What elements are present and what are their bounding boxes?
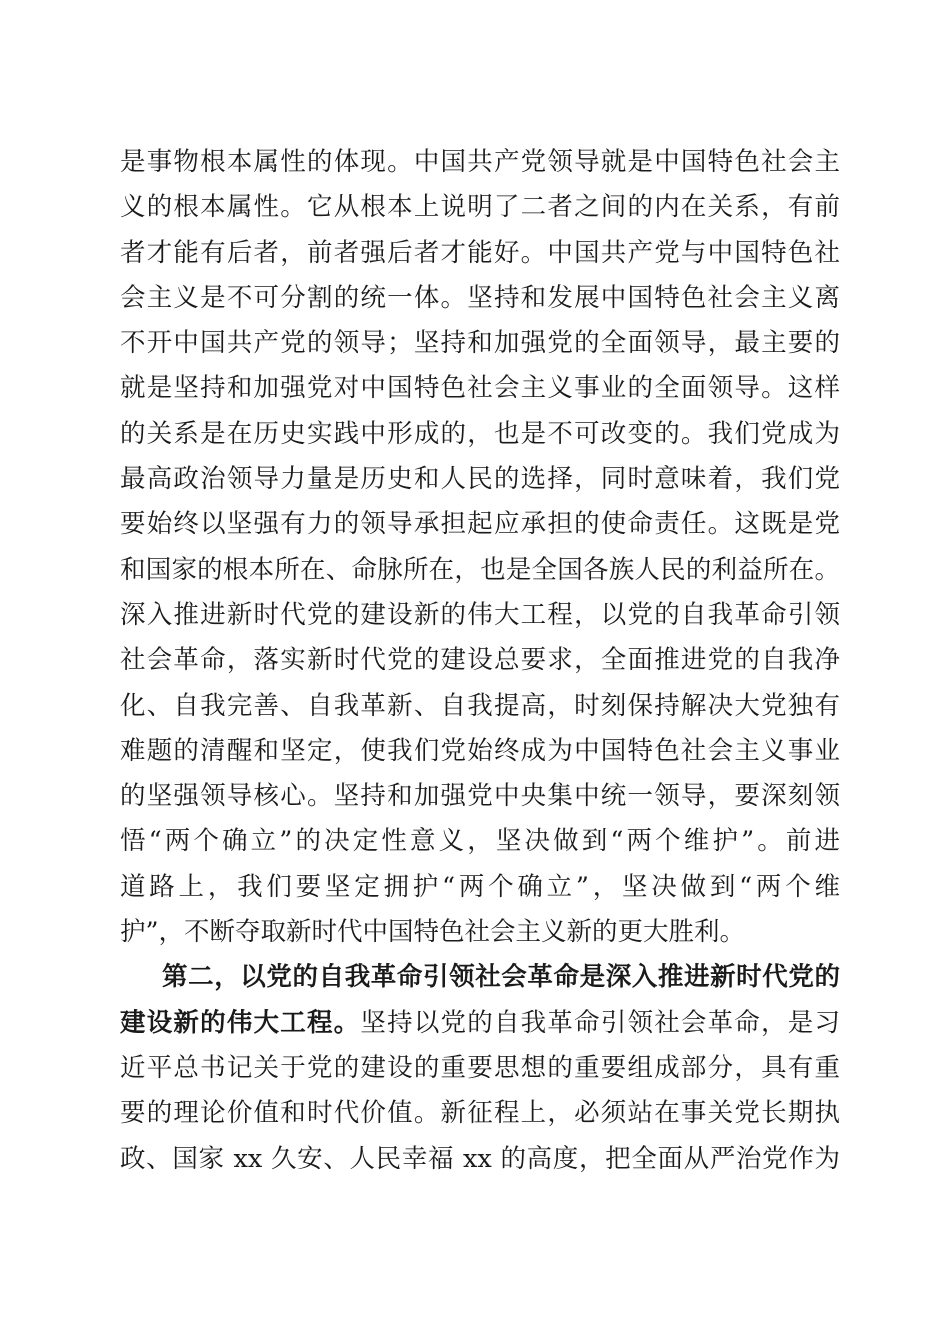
paragraph-line: 义的根本属性。它从根本上说明了二者之间的内在关系，有前 <box>120 192 840 223</box>
section-heading-text: 第二，以党的自我革命引领社会革命是深入推进新时代党的 <box>162 962 840 993</box>
paragraph-line: 要的理论价值和时代价值。新征程上，必须站在事关党长期执 <box>120 1098 840 1129</box>
paragraph-line: 政、国家 xx 久安、人民幸福 xx 的高度，把全面从严治党作为 <box>120 1143 840 1174</box>
paragraph-line: 和国家的根本所在、命脉所在，也是全国各族人民的利益所在。 <box>120 554 840 585</box>
paragraph-line: 最高政治领导力量是历史和人民的选择，同时意味着，我们党 <box>120 464 840 495</box>
paragraph-line: 的关系是在历史实践中形成的，也是不可改变的。我们党成为 <box>120 418 840 449</box>
paragraph-line: 者才能有后者，前者强后者才能好。中国共产党与中国特色社 <box>120 237 840 268</box>
document-body <box>120 140 840 1182</box>
paragraph-line: 化、自我完善、自我革新、自我提高，时刻保持解决大党独有 <box>120 690 840 721</box>
paragraph-line: 就是坚持和加强党对中国特色社会主义事业的全面领导。这样 <box>120 373 840 404</box>
paragraph-line: 悟“两个确立”的决定性意义，坚决做到“两个维护”。前进 <box>120 826 840 857</box>
paragraph-line: 会主义是不可分割的统一体。坚持和发展中国特色社会主义离 <box>120 282 840 313</box>
paragraph-line: 护”，不断夺取新时代中国特色社会主义新的更大胜利。 <box>120 917 746 948</box>
paragraph-line: 深入推进新时代党的建设新的伟大工程，以党的自我革命引领 <box>120 599 840 630</box>
paragraph-line: 不开中国共产党的领导；坚持和加强党的全面领导，最主要的 <box>120 328 840 359</box>
paragraph-line: 的坚强领导核心。坚持和加强党中央集中统一领导，要深刻领 <box>120 781 840 812</box>
paragraph-line: 社会革命，落实新时代党的建设总要求，全面推进党的自我净 <box>120 645 840 676</box>
paragraph-line: 要始终以坚强有力的领导承担起应承担的使命责任。这既是党 <box>120 509 840 540</box>
paragraph-line: 近平总书记关于党的建设的重要思想的重要组成部分，具有重 <box>120 1052 840 1083</box>
section-heading-line <box>120 955 840 1000</box>
section-heading-text: 建设新的伟大工程。 <box>120 1007 361 1038</box>
paragraph-line: 道路上，我们要坚定拥护“两个确立”，坚决做到“两个维 <box>120 871 840 902</box>
paragraph-line <box>120 1001 840 1046</box>
paragraph-line: 难题的清醒和坚定，使我们党始终成为中国特色社会主义事业 <box>120 735 840 766</box>
paragraph-line: 是事物根本属性的体现。中国共产党领导就是中国特色社会主 <box>120 147 840 177</box>
paragraph-text: 坚持以党的自我革命引领社会革命，是习 <box>360 1007 840 1038</box>
